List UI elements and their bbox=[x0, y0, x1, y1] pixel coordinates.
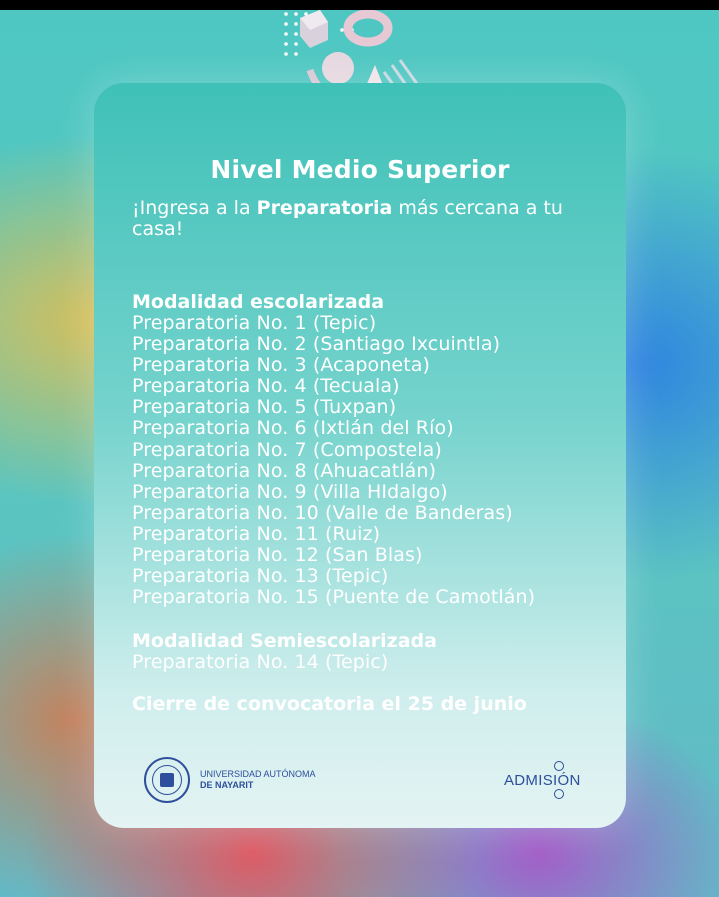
info-card bbox=[94, 83, 626, 828]
list-item: Preparatoria No. 11 (Ruiz) bbox=[132, 522, 381, 545]
intro-before: ¡Ingresa a la bbox=[132, 197, 257, 219]
list-item: Preparatoria No. 14 (Tepic) bbox=[132, 651, 389, 673]
list-item: Preparatoria No. 12 (San Blas) bbox=[132, 544, 423, 567]
intro-bold: Preparatoria bbox=[256, 197, 393, 219]
list-item: Preparatoria No. 9 (Villa HIdalgo) bbox=[132, 480, 448, 503]
list-item: Preparatoria No. 4 (Tecuala) bbox=[132, 375, 400, 398]
closing-note: Cierre de convocatoria el 25 de junio bbox=[132, 693, 527, 715]
list-item: Preparatoria No. 3 (Acaponeta) bbox=[132, 354, 431, 377]
poster-background bbox=[0, 10, 719, 897]
university-name-line1: UNIVERSIDAD AUTÓNOMA bbox=[200, 769, 316, 779]
escolarizada-list bbox=[132, 313, 535, 608]
list-item: Preparatoria No. 8 (Ahuacatlán) bbox=[132, 459, 437, 482]
list-item: Preparatoria No. 1 (Tepic) bbox=[132, 312, 377, 334]
university-seal-icon bbox=[144, 757, 190, 803]
list-item: Preparatoria No. 7 (Compostela) bbox=[132, 438, 442, 461]
university-name-line2: DE NAYARIT bbox=[200, 780, 254, 790]
intro-after: más cercana a tu casa! bbox=[132, 197, 563, 240]
list-item: Preparatoria No. 13 (Tepic) bbox=[132, 565, 389, 588]
list-item: Preparatoria No. 5 (Tuxpan) bbox=[132, 396, 397, 419]
university-logo bbox=[144, 757, 316, 803]
list-item: Preparatoria No. 10 (Valle de Banderas) bbox=[132, 501, 513, 524]
list-item: Preparatoria No. 2 (Santiago Ixcuintla) bbox=[132, 333, 501, 356]
admision-label: ADMISIÓN bbox=[504, 772, 581, 789]
escolarizada-heading: Modalidad escolarizada bbox=[132, 291, 385, 313]
intro-text bbox=[132, 198, 582, 240]
semiescolarizada-heading: Modalidad Semiescolarizada bbox=[132, 630, 437, 652]
page-title: Nivel Medio Superior bbox=[210, 155, 510, 184]
semiescolarizada-list bbox=[132, 652, 388, 673]
list-item: Preparatoria No. 6 (Ixtlán del Río) bbox=[132, 417, 454, 440]
list-item: Preparatoria No. 15 (Puente de Camotlán) bbox=[132, 586, 536, 609]
